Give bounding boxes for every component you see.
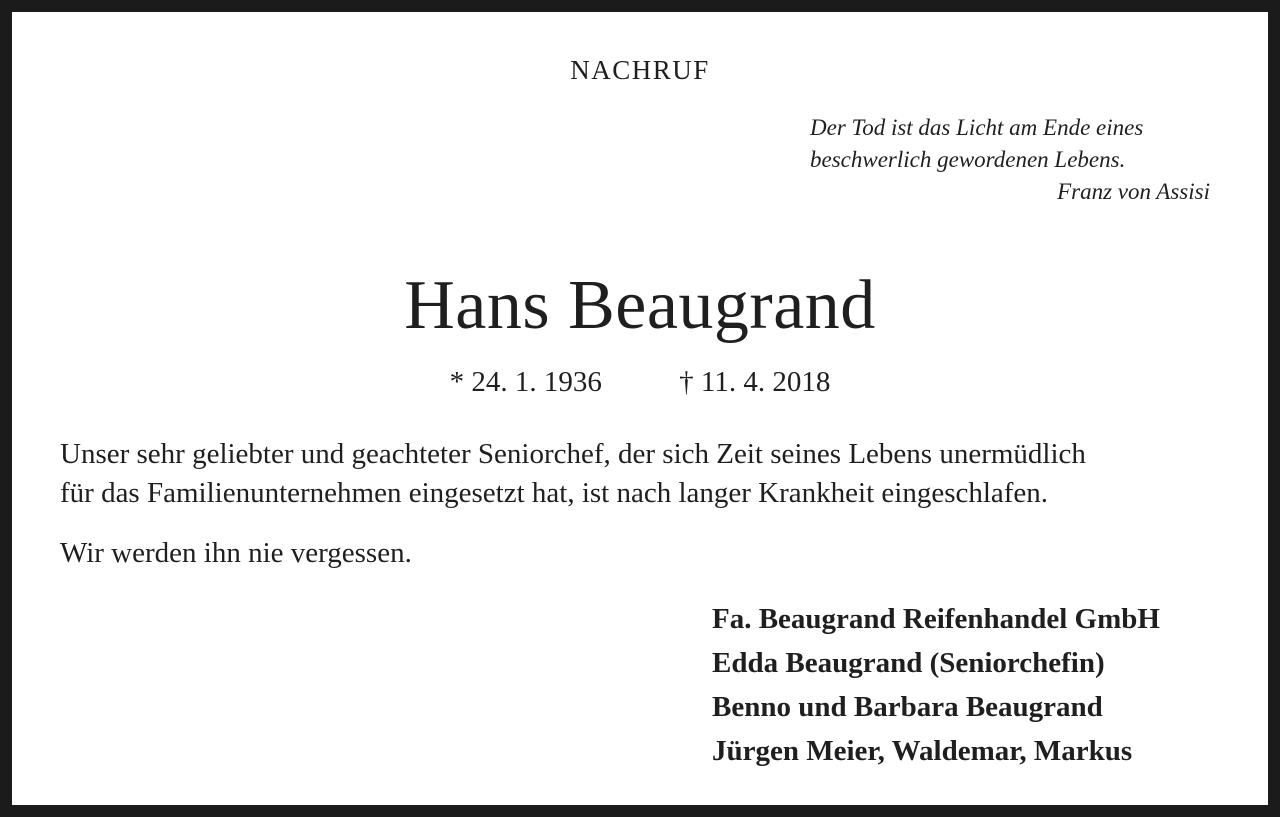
quote-line: Der Tod ist das Licht am Ende eines bbox=[810, 115, 1144, 140]
life-dates bbox=[12, 362, 1268, 402]
farewell-text: Wir werden ihn nie vergessen. bbox=[60, 537, 412, 569]
deceased-name: Hans Beaugrand bbox=[404, 267, 876, 344]
signer-entry: Fa. Beaugrand Reifenhandel GmbH bbox=[712, 603, 1160, 635]
birth-date: * 24. 1. 1936 bbox=[449, 366, 602, 398]
message-line: für das Familienunternehmen eingesetzt hat, ist nach langer Krankheit eingeschlafen. bbox=[60, 477, 1049, 509]
message-text bbox=[60, 435, 1220, 513]
message-line: Unser sehr geliebter und geachteter Seniorchef, der sich Zeit seines Lebens unermüdlich bbox=[60, 438, 1086, 470]
quote-block bbox=[810, 112, 1210, 208]
obituary-notice bbox=[12, 12, 1268, 805]
signer-entry: Benno und Barbara Beaugrand bbox=[712, 691, 1103, 723]
death-date: † 11. 4. 2018 bbox=[679, 366, 831, 398]
signer-entry: Jürgen Meier, Waldemar, Markus bbox=[712, 735, 1133, 767]
quote-line: beschwerlich gewordenen Lebens. bbox=[810, 147, 1126, 172]
signers-list bbox=[712, 597, 1160, 773]
notice-heading: NACHRUF bbox=[570, 55, 710, 85]
quote-author: Franz von Assisi bbox=[1057, 179, 1210, 204]
signer-entry: Edda Beaugrand (Seniorchefin) bbox=[712, 647, 1105, 679]
